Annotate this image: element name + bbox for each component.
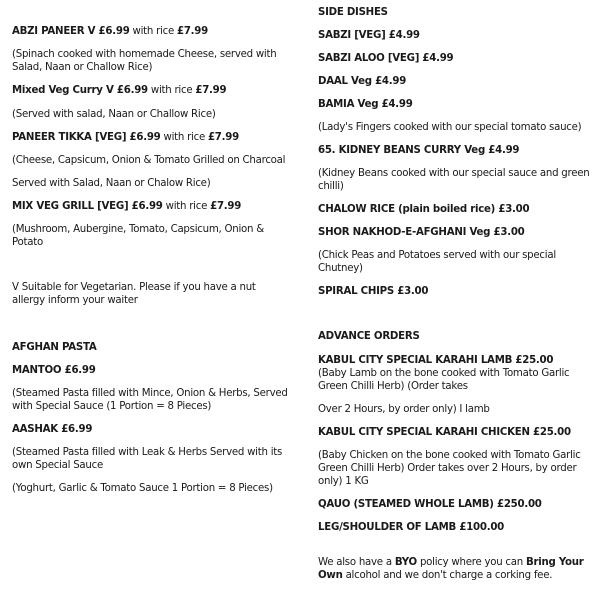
section-heading-afghan-pasta: AFGHAN PASTA xyxy=(12,342,97,353)
menu-item-title: KABUL CITY SPECIAL KARAHI LAMB £25.00 xyxy=(318,355,554,366)
menu-item-title: DAAL Veg £4.99 xyxy=(318,76,407,87)
menu-item-description: (Served with salad, Naan or Challow Rice) xyxy=(12,109,216,120)
menu-item-title: KABUL CITY SPECIAL KARAHI CHICKEN £25.00 xyxy=(318,427,571,438)
menu-item-description: (Steamed Pasta filled with Mince, Onion & Herbs, Served with Special Sauce (1 Portion = 8 Pieces) xyxy=(12,388,288,412)
menu-item-title: BAMIA Veg £4.99 xyxy=(318,99,413,110)
menu-item-description: (Yoghurt, Garlic & Tomato Sauce 1 Portion = 8 Pieces) xyxy=(12,483,273,494)
menu-item-title: SPIRAL CHIPS £3.00 xyxy=(318,286,429,297)
menu-item-description: (Mushroom, Aubergine, Tomato, Capsicum, Onion & Potato xyxy=(12,224,264,248)
menu-item-title: ABZI PANEER V £6.99 with rice £7.99 xyxy=(12,26,208,37)
menu-item-description: (Cheese, Capsicum, Onion & Tomato Grilled on Charcoal xyxy=(12,155,286,166)
menu-item-title: QAUO (STEAMED WHOLE LAMB) £250.00 xyxy=(318,499,542,510)
menu-item-title: MANTOO £6.99 xyxy=(12,365,96,376)
menu-item-description: (Lady's Fingers cooked with our special tomato sauce) xyxy=(318,122,582,133)
menu-item-description: (Steamed Pasta filled with Leak & Herbs Served with its own Special Sauce xyxy=(12,447,283,471)
menu-item-description: (Kidney Beans cooked with our special sauce and green chilli) xyxy=(318,168,590,192)
menu-item-title: CHALOW RICE (plain boiled rice) £3.00 xyxy=(318,204,530,215)
menu-item-title: SABZI ALOO [VEG] £4.99 xyxy=(318,53,454,64)
menu-item-description: Over 2 Hours, by order only) I lamb xyxy=(318,404,490,415)
menu-item-title: SHOR NAKHOD-E-AFGHANI Veg £3.00 xyxy=(318,227,525,238)
section-heading-advance-orders: ADVANCE ORDERS xyxy=(318,331,420,342)
menu-item-title: 65. KIDNEY BEANS CURRY Veg £4.99 xyxy=(318,145,520,156)
menu-item-title: AASHAK £6.99 xyxy=(12,424,93,435)
menu-item-title: Mixed Veg Curry V £6.99 with rice £7.99 xyxy=(12,85,227,96)
section-heading-side-dishes: SIDE DISHES xyxy=(318,7,388,18)
menu-item-title: SABZI [VEG] £4.99 xyxy=(318,30,420,41)
menu-item-title: LEG/SHOULDER OF LAMB £100.00 xyxy=(318,522,505,533)
vegetarian-note: V Suitable for Vegetarian. Please if you have a nut allergy inform your waiter xyxy=(12,282,256,306)
menu-item-description: (Chick Peas and Potatoes served with our special Chutney) xyxy=(318,250,556,274)
menu-item-title: MIX VEG GRILL [VEG] £6.99 with rice £7.99 xyxy=(12,201,242,212)
menu-item-title: PANEER TIKKA [VEG] £6.99 with rice £7.99 xyxy=(12,132,239,143)
menu-item-description: (Baby Chicken on the bone cooked with Tomato Garlic Green Chilli Herb) Order takes over 2 Hours, by order only) 1 KG xyxy=(318,450,581,487)
menu-item-description: (Baby Lamb on the bone cooked with Tomato Garlic Green Chilli Herb) (Order takes xyxy=(318,368,570,392)
menu-item-description: (Spinach cooked with homemade Cheese, served with Salad, Naan or Challow Rice) xyxy=(12,49,277,73)
byo-policy-note: We also have a BYO policy where you can Bring Your Own alcohol and we don't charge a corking fee. xyxy=(318,557,584,581)
menu-item-description: Served with Salad, Naan or Chalow Rice) xyxy=(12,178,211,189)
